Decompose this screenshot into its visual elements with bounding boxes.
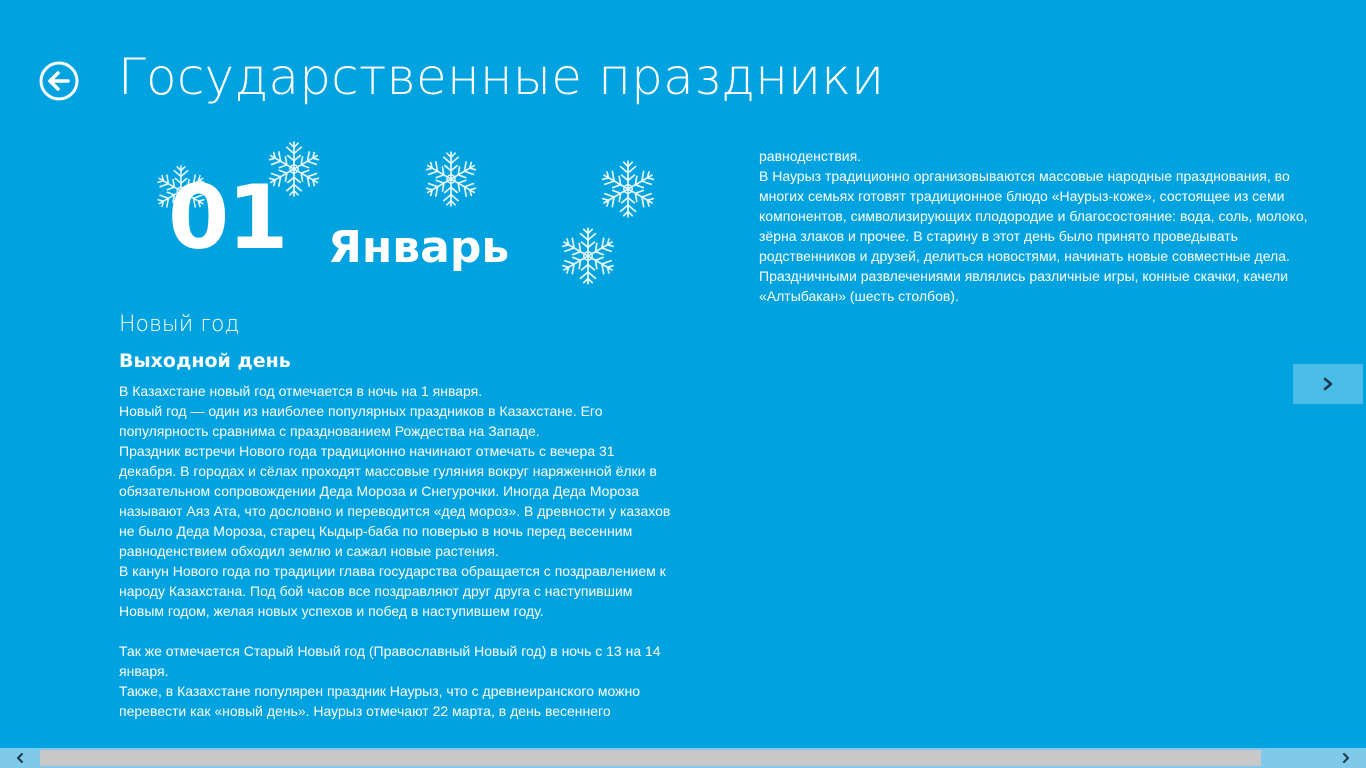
next-page-button[interactable] bbox=[1293, 364, 1363, 404]
text-line: компонентов, символизирующих плодородие и благосостояние: вода, соль, молоко, bbox=[759, 208, 1308, 224]
horizontal-scrollbar[interactable] bbox=[0, 748, 1366, 768]
text-line: равноденствием обходил землю и сажал новые растения. bbox=[119, 543, 499, 559]
text-line: Праздничными развлечениями являлись различные игры, конные скачки, качели bbox=[759, 268, 1289, 284]
day-number: 01 bbox=[168, 166, 287, 269]
text-line: родственников и друзей, делиться новостями, начинать новые совместные дела. bbox=[759, 248, 1290, 264]
text-line: перевести как «новый день». Наурыз отмечают 22 марта, в день весеннего bbox=[119, 703, 611, 719]
holiday-description-left bbox=[119, 381, 699, 721]
text-line: равноденствия. bbox=[759, 148, 862, 164]
chevron-right-icon bbox=[1321, 377, 1335, 391]
text-line: декабря. В городах и сёлах проходят массовые гуляния вокруг наряженной ёлки в bbox=[119, 463, 657, 479]
snowflake-icon bbox=[420, 148, 482, 210]
text-line: обязательном сопровождении Деда Мороза и Снегурочки. Иногда Деда Мороза bbox=[119, 483, 640, 499]
text-line: не было Деда Мороза, старец Кыдыр-баба по поверью в ночь перед весенним bbox=[119, 523, 633, 539]
text-line: «Алтыбакан» (шесть столбов). bbox=[759, 288, 959, 304]
holiday-description-right bbox=[759, 146, 1339, 306]
text-line: Также, в Казахстане популярен праздник Наурыз, что с древнеиранского можно bbox=[119, 683, 641, 699]
text-line: многих семьях готовят традиционное блюдо «Наурыз-коже», состоящее из семи bbox=[759, 188, 1285, 204]
month-name: Январь bbox=[328, 222, 510, 273]
text-line: называют Аяз Ата, что дословно и переводится «дед мороз». В древности у казахов bbox=[119, 503, 671, 519]
text-line: В Наурыз традиционно организовываются массовые народные празднования, во bbox=[759, 168, 1290, 184]
chevron-right-icon bbox=[1341, 753, 1351, 763]
text-line: Так же отмечается Старый Новый год (Православный Новый год) в ночь с 13 на 14 bbox=[119, 643, 661, 659]
text-line: В Казахстане новый год отмечается в ночь на 1 января. bbox=[119, 383, 483, 399]
text-line: популярность сравнима с празднованием Рождества на Западе. bbox=[119, 423, 540, 439]
text-line: Новым годом, желая новых успехов и побед в наступившем году. bbox=[119, 603, 544, 619]
snowflake-icon bbox=[596, 157, 660, 221]
text-line: зёрна злаков и прочее. В старину в этот день было принято проведывать bbox=[759, 228, 1238, 244]
date-banner bbox=[0, 0, 760, 300]
text-line: В канун Нового года по традиции глава государства обращается с поздравлением к bbox=[119, 563, 666, 579]
chevron-left-icon bbox=[15, 753, 25, 763]
text-line: народу Казахстана. Под бой часов все поздравляют друг друга с наступившим bbox=[119, 583, 633, 599]
scrollbar-thumb[interactable] bbox=[40, 750, 1261, 766]
text-line: января. bbox=[119, 663, 169, 679]
holiday-title: Новый год bbox=[119, 312, 240, 337]
text-line: Праздник встречи Нового года традиционно начинают отмечать с вечера 31 bbox=[119, 443, 615, 459]
holiday-subtitle: Выходной день bbox=[119, 350, 291, 372]
scroll-right-button[interactable] bbox=[1326, 748, 1366, 768]
snowflake-icon bbox=[556, 224, 620, 288]
page-title: Государственные праздники bbox=[118, 48, 885, 106]
text-line bbox=[119, 621, 699, 641]
text-line: Новый год — один из наиболее популярных праздников в Казахстане. Его bbox=[119, 403, 603, 419]
scroll-left-button[interactable] bbox=[0, 748, 40, 768]
